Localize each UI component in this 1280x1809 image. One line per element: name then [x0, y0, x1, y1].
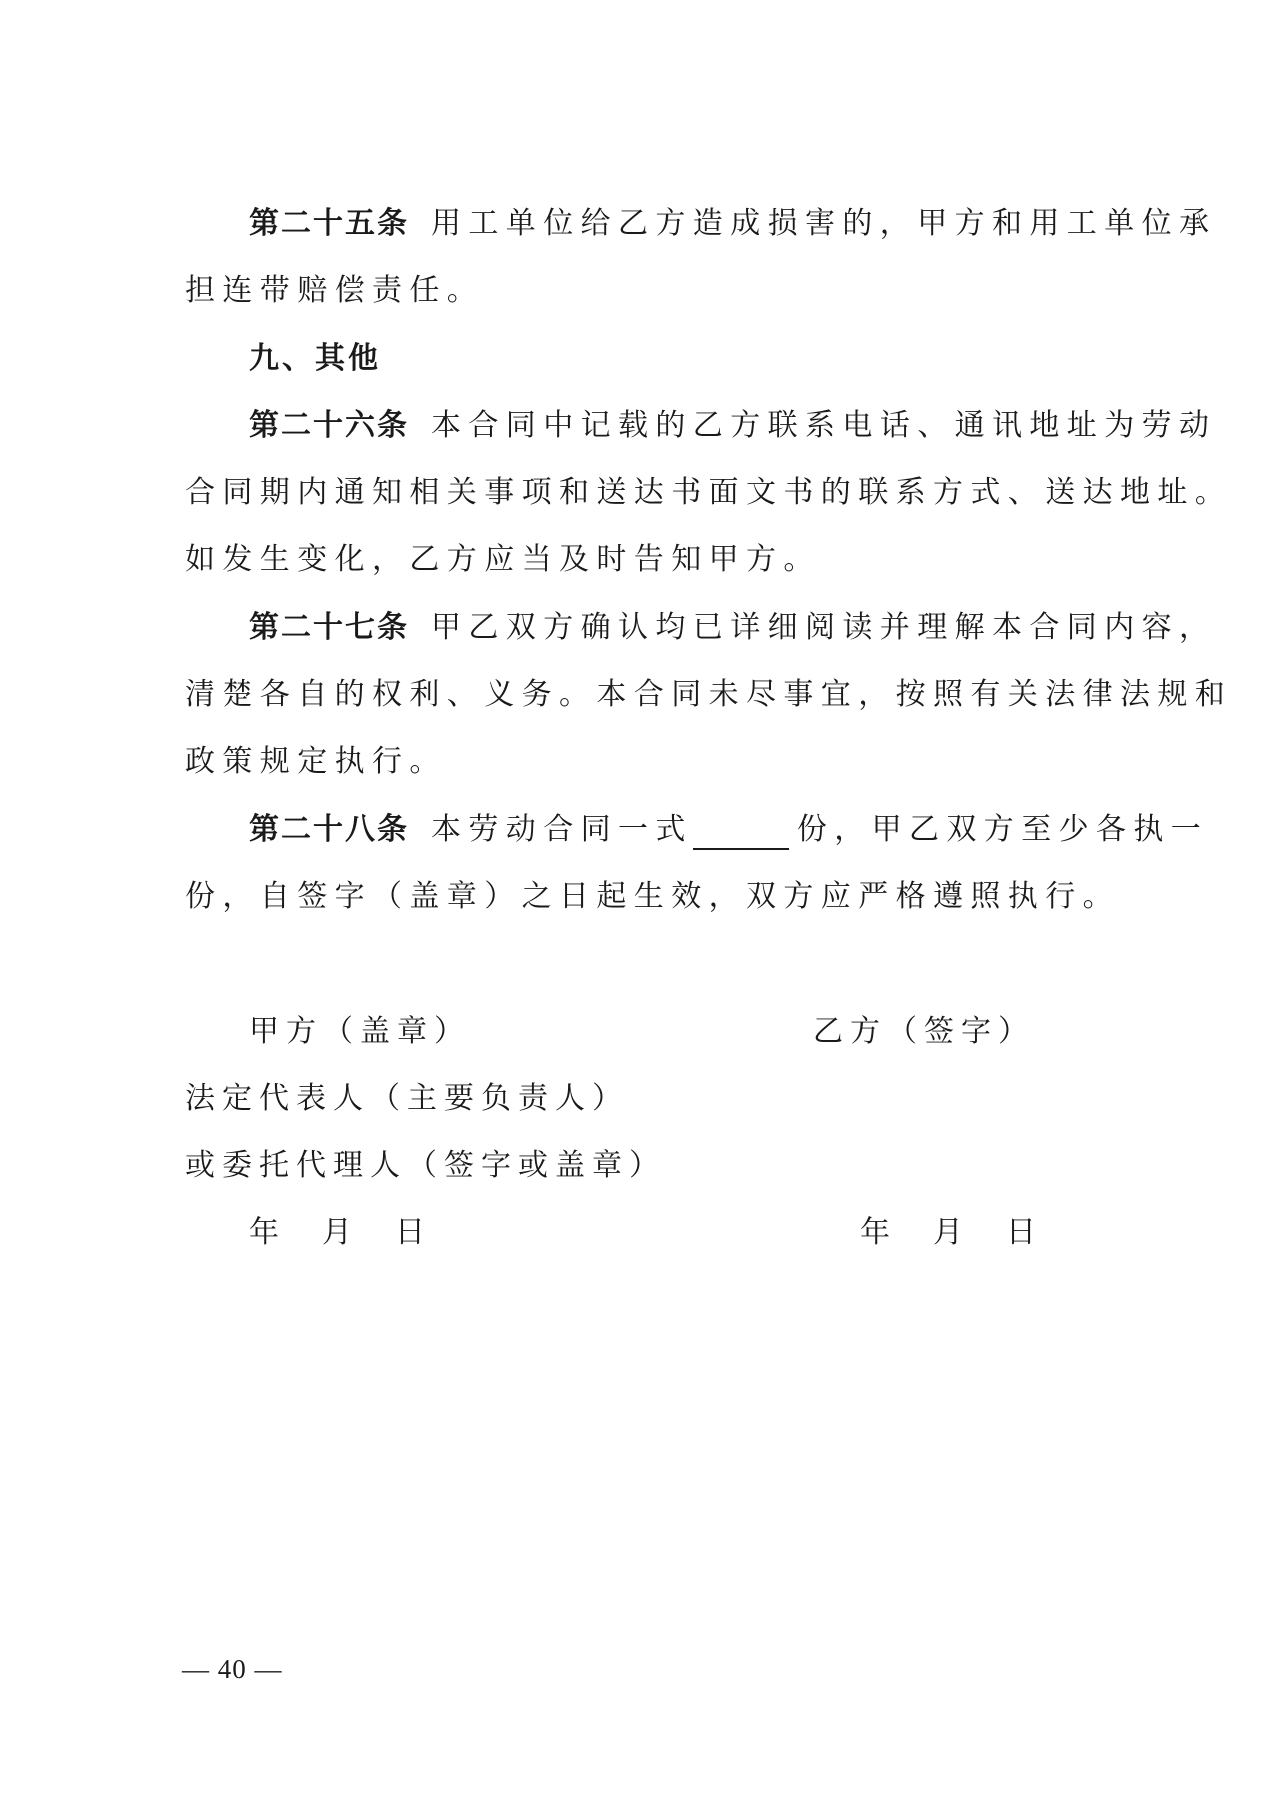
- article-26-line-2: 合同期内通知相关事项和送达书面文书的联系方式、送达地址。: [185, 475, 1233, 510]
- article-text-after-blank: 份，甲乙双方至少各执一: [796, 812, 1209, 847]
- date-month: 月: [933, 1215, 970, 1250]
- date-year: 年: [249, 1215, 286, 1250]
- article-number: 第二十五条: [249, 206, 409, 241]
- article-25-line-2: 担连带赔偿责任。: [185, 273, 485, 308]
- article-text: 本合同中记载的乙方联系电话、通讯地址为劳动: [431, 408, 1217, 443]
- page-number: — 40 —: [182, 1654, 283, 1684]
- article-26-line-3: 如发生变化，乙方应当及时告知甲方。: [185, 542, 821, 577]
- article-number: 第二十八条: [249, 812, 409, 847]
- article-28-line-1: [249, 810, 1208, 850]
- article-27-line-2: 清楚各自的权利、义务。本合同未尽事宜，按照有关法律法规和: [185, 677, 1233, 712]
- article-text: 甲乙双方确认均已详细阅读并理解本合同内容，: [431, 610, 1217, 645]
- article-text-before-blank: 本劳动合同一式: [431, 812, 693, 847]
- article-26-line-1: [249, 406, 1216, 446]
- date-day: 日: [1006, 1215, 1043, 1250]
- legal-representative-label: 法定代表人（主要负责人）: [185, 1081, 629, 1116]
- party-b-date: [860, 1213, 1079, 1253]
- copies-blank-line: [693, 816, 789, 850]
- article-27-line-1: [249, 608, 1216, 648]
- article-text: 用工单位给乙方造成损害的，甲方和用工单位承: [431, 206, 1217, 241]
- date-day: 日: [395, 1215, 432, 1250]
- article-25-line-1: [249, 204, 1216, 244]
- authorized-agent-label: 或委托代理人（签字或盖章）: [185, 1148, 666, 1183]
- article-27-line-3: 政策规定执行。: [185, 744, 447, 779]
- party-a-date: [249, 1213, 468, 1253]
- article-number: 第二十六条: [249, 408, 409, 443]
- party-a-seal-label: 甲方（盖章）: [249, 1014, 471, 1049]
- date-month: 月: [322, 1215, 359, 1250]
- article-28-line-2: 份，自签字（盖章）之日起生效，双方应严格遵照执行。: [185, 879, 1120, 914]
- article-number: 第二十七条: [249, 610, 409, 645]
- section-heading: 九、其他: [249, 341, 381, 376]
- party-b-sign-label: 乙方（签字）: [813, 1014, 1035, 1049]
- date-year: 年: [860, 1215, 897, 1250]
